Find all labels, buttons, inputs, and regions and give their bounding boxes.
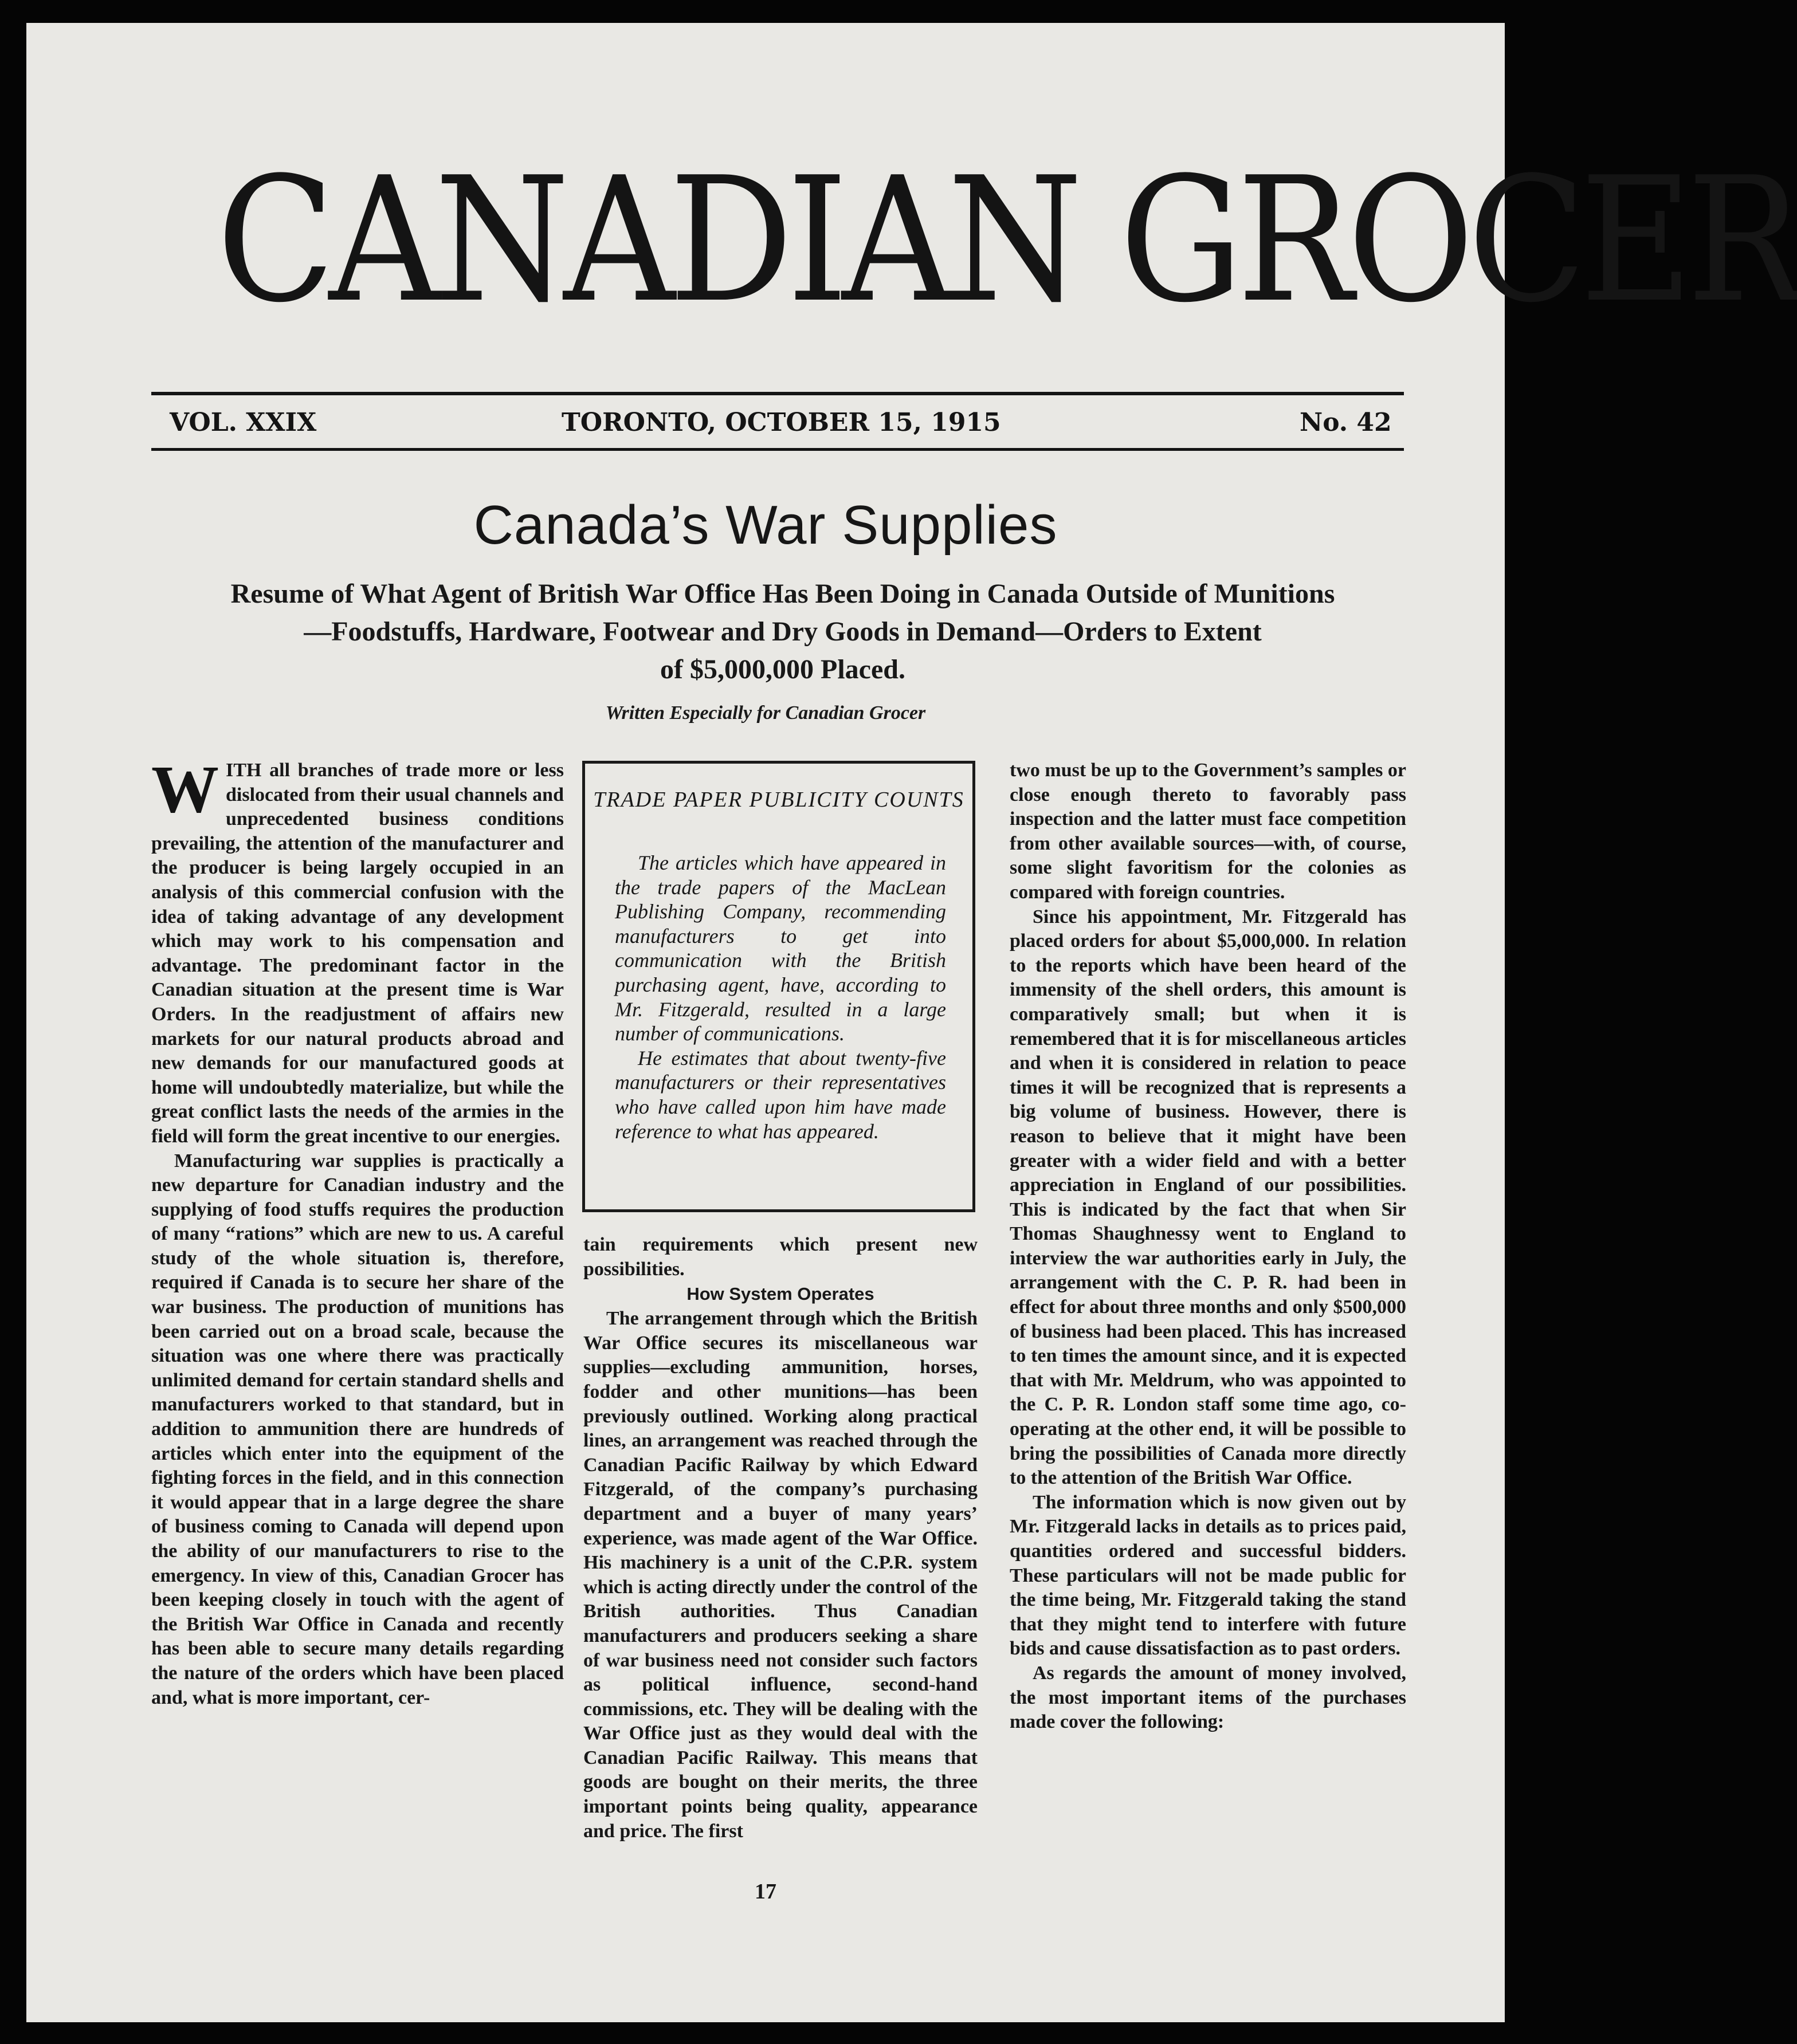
paragraph: The arrangement through which the British War Office secures its miscellaneous war supplies—excluding ammunition, horses, fodder and other munitions—has been previously outlined. Working along practical lines, an arrangement was reached through the Canadian Pacific Railway by which Edward Fitzgerald, of the company’s purchasing department and a buyer of many years’ experience, was made agent of the War Office. His machinery is a unit of the C.P.R. system which is acting directly under the control of the British authorities. Thus Canadian manufacturers and producers seeking a share of war business need not consider such factors as political influence, second-hand commissions, etc. They will be dealing with the War Office just as they would deal with the Canadian Pacific Railway. This means that goods are bought on their merits, the three important points being quality, appearance and price. The first [583,1308,978,1842]
subhead-line: of $5,000,000 Placed. [660,654,905,685]
paragraph: Manufacturing war supplies is practically a new departure for Canadian industry and the supplying of food stuffs requires the production of many “rations” which are new to us. A careful study of the whole situation is, therefore, required if Canada is to secure her share of the war business. The production of munitions has been carried out on a broad scale, because the situation was one where there was practically unlimited demand for certain standard shells and manufacturers worked to that standard, but in addition to ammunition there are hundreds of articles which enter into the equipment of the fighting forces in the field, and in this connection it would appear that in a large degree the share of business coming to Canada will depend upon the ability of our manufacturers to rise to the emergency. In view of this, Canadian Grocer has been keeping closely in touch with the agent of the British War Office in Canada and recently has been able to secure many details regarding the nature of the orders which have been placed and, what is more important, cer- [151,1150,564,1708]
masthead-rule-bottom [151,448,1404,451]
paragraph: two must be up to the Government’s samples or close enough thereto to favorably pass inspection and the latter must face competition from other available sources—with, of course, some slight favoritism for the colonies as compared with foreign countries. [1010,760,1406,903]
subhead-line: Resume of What Agent of British War Office Has Been Doing in Canada Outside of Munitions [230,579,1335,609]
drop-cap: W [151,752,219,827]
paragraph: Since his appointment, Mr. Fitzgerald has placed orders for about $5,000,000. In relation to the reports which have been heard of the immensity of the shell orders, this amount is comparatively small; but when it is remembered that it is for miscellaneous articles and when it is considered in relation to peace times it will be recognized that is represents a big volume of business. However, there is reason to believe that it might have been greater with a wider field and with a better appreciation in England of our possibilities. This is indicated by the fact that when Sir Thomas Shaughnessy went to England to interview the war authorities early in July, the arrangement with the C. P. R. had been in effect for about three months and only $500,000 of business had been placed. This has increased to ten times the amount since, and it is expected that with Mr. Meldrum, who was appointed to the C. P. R. London staff some time ago, co-operating at the other end, it will be possible to bring the possibilities of Canada more directly to the attention of the British War Office. [1010,906,1406,1489]
issue-place-date: TORONTO, OCTOBER 15, 1915 [562,408,1001,437]
paragraph: ITH all branches of trade more or less dislocated from their usual channels and unprecedented business conditions prevailing, the attention of the manufacturer and the producer is being largely occupied in an analysis of this commercial confusion with the idea of taking advantage of any development which may work to his compensation and advantage. The predominant factor in the Canadian situation at the present time is War Orders. In the readjustment of affairs new markets for our natural products abroad and new demands for our manufactured goods at home will undoubtedly materialize, but while the great conflict lasts the needs of the armies in the field will form the great incentive to our energies. [151,760,564,1147]
paragraph: tain requirements which present new possibilities. [583,1234,978,1280]
sidebar-box-body [615,851,946,1143]
issue-volume: VOL. XXIX [170,408,317,437]
article-column-2 [583,1233,978,1843]
magazine-page [26,23,1797,2022]
masthead-rule-top [151,392,1404,395]
masthead-title: CANADIAN GROCER [217,140,1797,340]
issue-number: No. 42 [1300,408,1392,437]
paragraph: The articles which have appeared in the trade papers of the MacLean Publishing Company, recommending manufacturers to get into communication with the British purchasing agent, have, according to Mr. Fitzgerald, resulted in a large number of communications. [615,851,946,1045]
article-headline: Canada’s War Supplies [473,494,1058,556]
paragraph: The information which is now given out by Mr. Fitzgerald lacks in details as to prices paid, quantities ordered and successful bidders. These particulars will not be made public for the time being, Mr. Fitzgerald taking the stand that they might tend to interfere with future bids and cause dissatisfaction as to past orders. [1010,1491,1406,1660]
sidebar-box-title: TRADE PAPER PUBLICITY COUNTS [593,788,964,812]
paragraph: As regards the amount of money involved, the most important items of the purchases made cover the following: [1010,1662,1406,1733]
paragraph: He estimates that about twenty-five manufacturers or their representatives who have called upon him have made reference to what has appeared. [615,1046,946,1143]
sidebar-box [582,761,975,1212]
subhead-line: —Foodstuffs, Hardware, Footwear and Dry Goods in Demand—Orders to Extent [304,616,1262,647]
article-column-1 [151,752,564,1710]
article-byline: Written Especially for Canadian Grocer [605,702,926,724]
article-column-3 [1010,758,1406,1735]
article-subhead [147,575,1419,689]
section-subheading: How System Operates [686,1284,874,1304]
page-number: 17 [755,1880,776,1904]
